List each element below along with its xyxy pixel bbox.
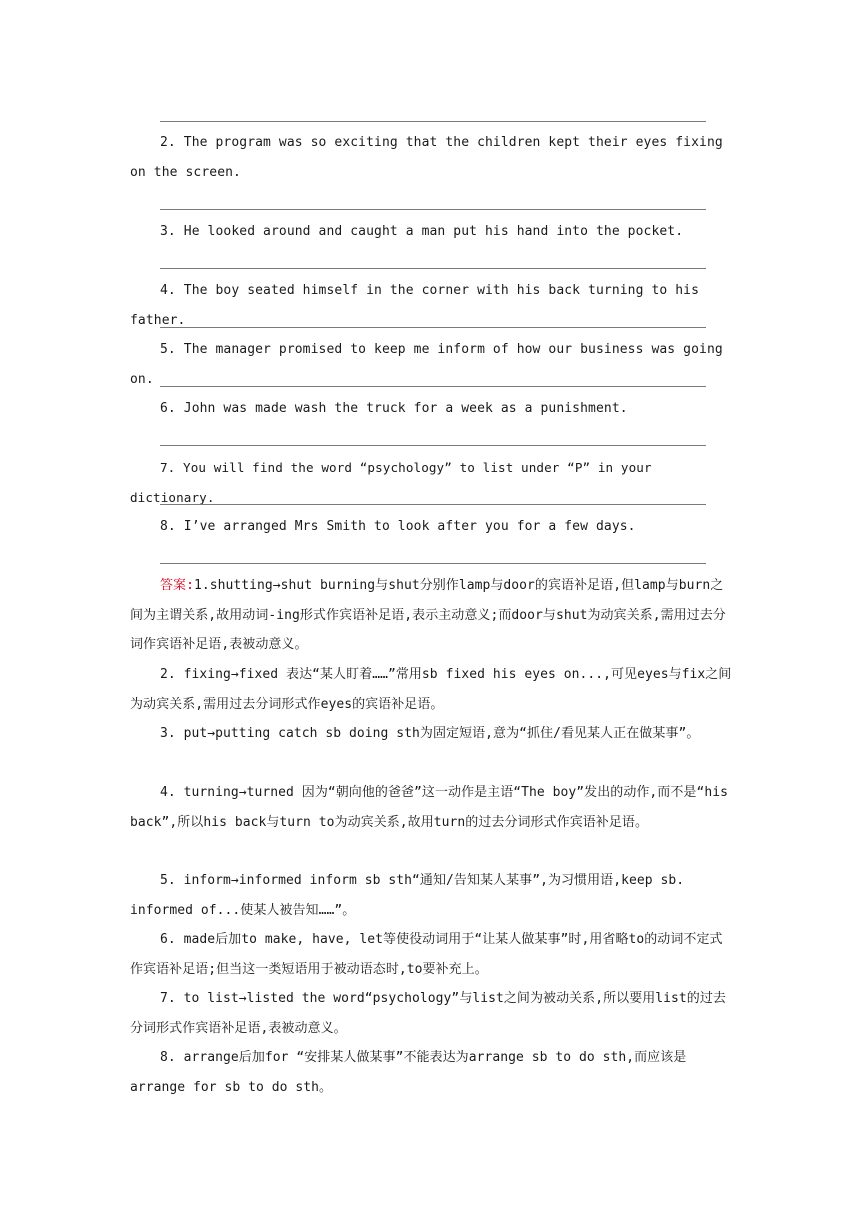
answer-3: 3. put→putting catch sb doing sth为固定短语,意为“抓住/看见某人正在做某事”。 — [160, 726, 700, 741]
question-8: 8. I’ve arranged Mrs Smith to look after you for a few days. — [160, 519, 636, 534]
answer-blank-line — [160, 445, 706, 446]
answer-label: 答案: — [160, 578, 194, 593]
answer-blank-line — [160, 209, 706, 210]
answer-4: 4. turning→turned 因为“朝向他的爸爸”这一动作是主语“The boy”发出的动作,而不是“his back”,所以his back与turn to为动宾关系,故用turn的过去分词形式作宾语补足语。 — [130, 785, 728, 830]
answer-blank-line — [160, 121, 706, 122]
answer-7: 7. to list→listed the word“psychology”与list之间为被动关系,所以要用list的过去分词形式作宾语补足语,表被动意义。 — [130, 991, 726, 1036]
question-3: 3. He looked around and caught a man put his hand into the pocket. — [160, 224, 684, 239]
answer-blank-line — [160, 563, 706, 564]
question-6: 6. John was made wash the truck for a week as a punishment. — [160, 401, 628, 416]
question-4: 4. The boy seated himself in the corner with his back turning to his father. — [130, 283, 700, 328]
answer-blank-line — [160, 386, 706, 387]
answer-2: 2. fixing→fixed 表达“某人盯着……”常用sb fixed his eyes on...,可见eyes与fix之间为动宾关系,需用过去分词形式作eyes的宾语补足语。 — [130, 667, 732, 712]
answer-6: 6. made后加to make, have, let等使役动词用于“让某人做某事”时,用省略to的动词不定式作宾语补足语;但当这一类短语用于被动语态时,to要补充上。 — [130, 932, 723, 977]
question-2: 2. The program was so exciting that the children kept their eyes fixing on the screen. — [130, 135, 723, 180]
answer-blank-line — [160, 504, 706, 505]
answer-text: 1.shutting→shut burning与shut分别作lamp与door的宾语补足语,但lamp与burn之间为主谓关系,故用动词-ing形式作宾语补足语,表示主动意义;而door与shut为动宾关系,需用过去分词作宾语补足语,表被动意义。 — [130, 578, 726, 652]
answer-5: 5. inform→informed inform sb sth“通知/告知某人某事”,为习惯用语,keep sb. informed of...使某人被告知……”。 — [130, 873, 685, 918]
question-7: 7. You will find the word “psychology” to list under “P” in your dictionary. — [130, 460, 652, 505]
answer-blank-line — [160, 268, 706, 269]
answer-8: 8. arrange后加for “安排某人做某事”不能表达为arrange sb to do sth,而应该是arrange for sb to do sth。 — [130, 1050, 687, 1095]
answer-blank-line — [160, 327, 706, 328]
answer-1 — [130, 571, 732, 660]
question-5: 5. The manager promised to keep me inform of how our business was going on. — [130, 342, 723, 387]
